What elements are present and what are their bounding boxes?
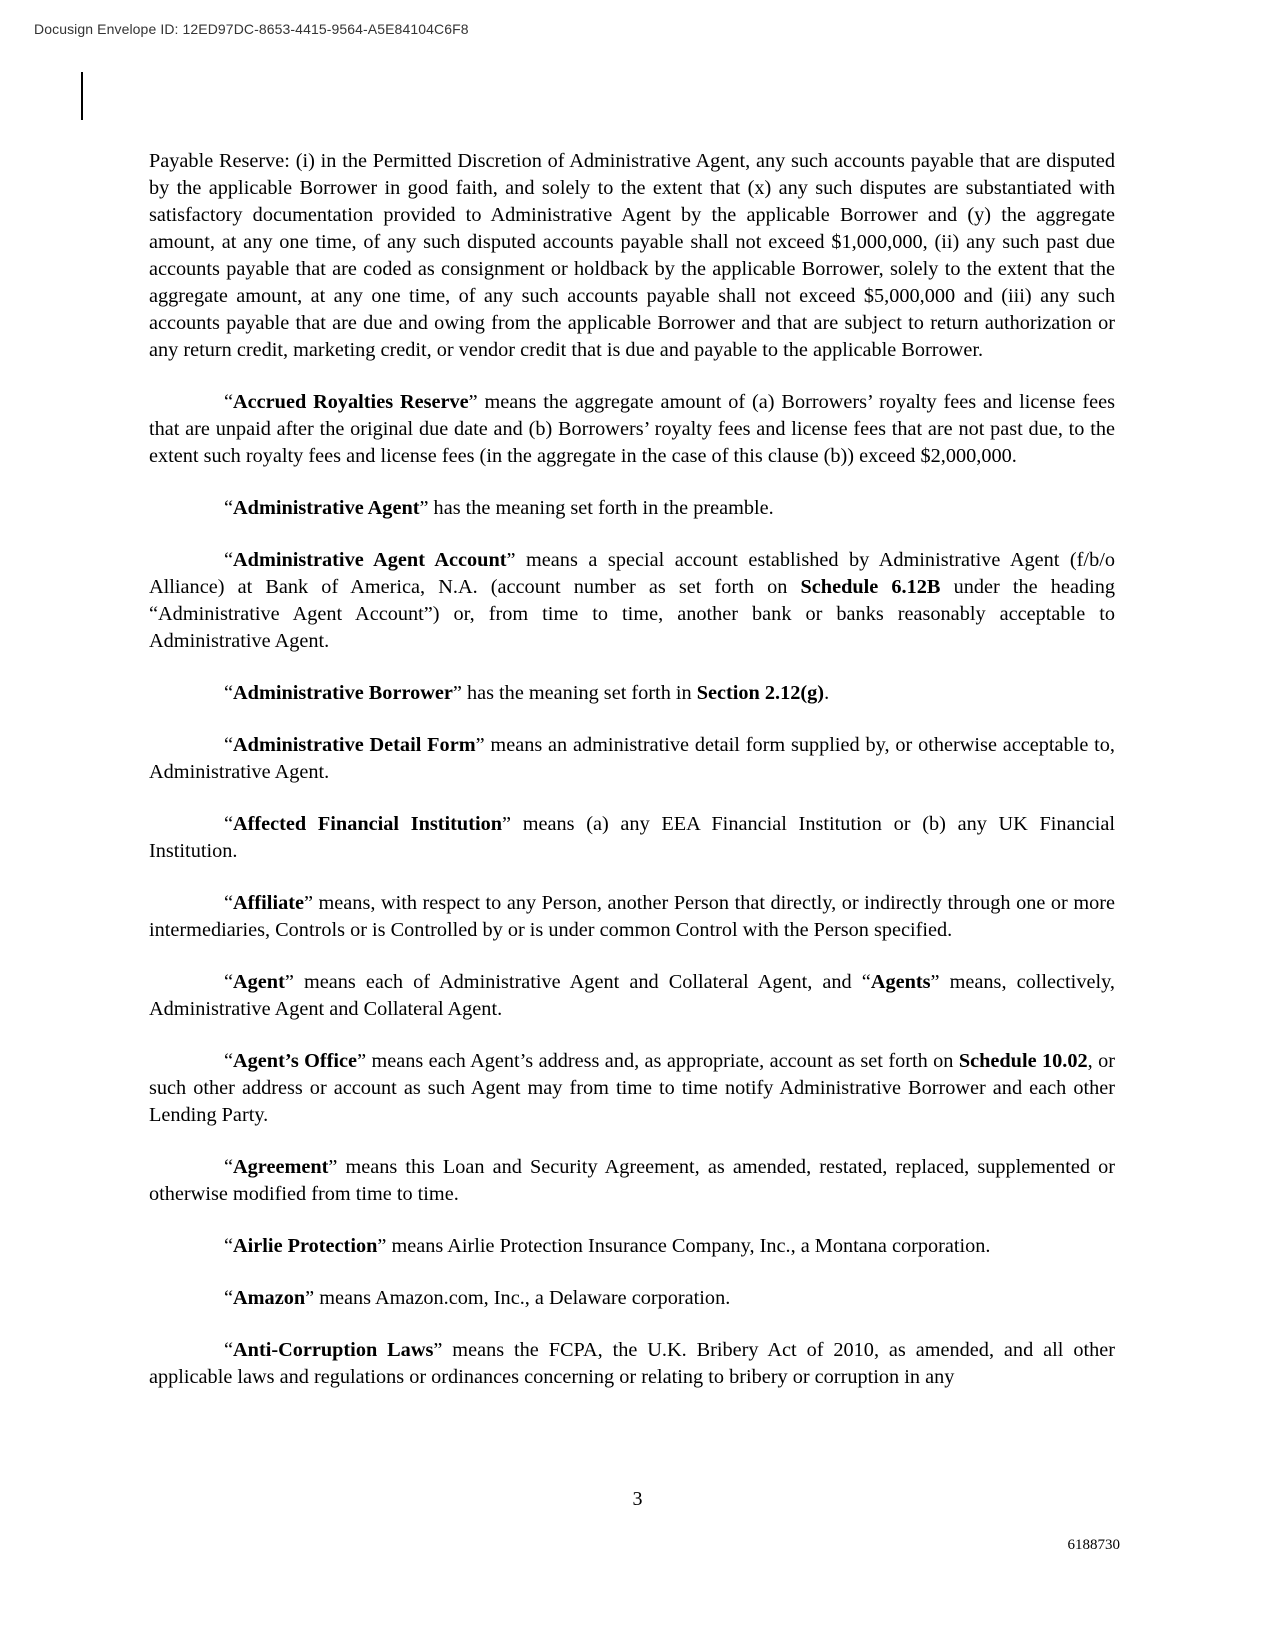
definition-text: ” means the FCPA, the U.K. Bribery Act of 2010, as amended, and all other applicable laws and regulations or ordinances concerning or relating to bribery or corruption in any [149,1339,1115,1388]
definition-agent [149,969,1115,1023]
page-number: 3 [632,1488,643,1510]
open-quote: “ [224,1287,234,1309]
definition-text: ” means, with respect to any Person, another Person that directly, or indirectly through one or more intermediaries, Controls or is Controlled by or is under common Control with the Person specified. [149,892,1115,941]
definition-administrative-detail-form [149,732,1115,786]
open-quote: “ [224,1235,234,1257]
definition-administrative-borrower [149,680,1115,707]
document-number: 6188730 [1067,1537,1120,1553]
defined-term: Amazon [233,1287,306,1309]
envelope-id-header: Docusign Envelope ID: 12ED97DC-8653-4415-9564-A5E84104C6F8 [34,21,469,37]
open-quote: “ [224,734,234,756]
open-quote: “ [224,1050,234,1072]
open-quote: “ [224,1156,234,1178]
open-quote: “ [224,813,234,835]
open-quote: “ [224,682,234,704]
revision-change-bar [81,72,83,120]
open-quote: “ [224,1339,234,1361]
definition-text: ” means the aggregate amount of (a) Borrowers’ royalty fees and license fees that are unpaid after the original due date and (b) Borrowers’ royalty fees and license fees that are not past due, to the extent such royalty fees and license fees (in the aggregate in the case of this clause (b)) exceed $2,000,000. [149,391,1115,467]
definition-affiliate [149,890,1115,944]
definition-text: ” means an administrative detail form supplied by, or otherwise acceptable to, Administrative Agent. [149,734,1115,783]
defined-term: Administrative Borrower [233,682,453,704]
defined-term: Administrative Detail Form [233,734,476,756]
open-quote: “ [224,549,234,571]
open-quote: “ [224,391,234,413]
definition-affected-financial-institution [149,811,1115,865]
open-quote: “ [224,497,234,519]
definition-text: ” means each of Administrative Agent and Collateral Agent, and “ [284,971,871,993]
defined-term: Accrued Royalties Reserve [233,391,469,413]
paragraph-payable-reserve-continuation [149,148,1115,364]
definition-text: ” means (a) any EEA Financial Institution or (b) any UK Financial Institution. [149,813,1115,862]
definition-administrative-agent-account [149,547,1115,655]
schedule-reference: Schedule 10.02 [958,1050,1088,1072]
definition-text: under the heading “Administrative Agent Account”) or, from time to time, another bank or banks reasonably acceptable to Administrative Agent. [149,576,1115,652]
definition-anti-corruption-laws [149,1337,1115,1391]
defined-term: Affected Financial Institution [233,813,503,835]
definition-agents-office [149,1048,1115,1129]
defined-term: Agreement [233,1156,329,1178]
defined-term: Administrative Agent [233,497,420,519]
defined-term: Airlie Protection [233,1235,378,1257]
defined-term: Agents [870,971,931,993]
definition-amazon [149,1285,1115,1312]
definition-text: ” means each Agent’s address and, as appropriate, account as set forth on [357,1050,959,1072]
definition-accrued-royalties-reserve [149,389,1115,470]
defined-term: Affiliate [233,892,304,914]
schedule-reference: Schedule 6.12B [800,576,941,598]
defined-term: Anti-Corruption Laws [233,1339,434,1361]
section-reference: Section 2.12(g) [696,682,825,704]
definition-text: ” means Amazon.com, Inc., a Delaware corporation. [305,1287,731,1309]
defined-term: Agent [233,971,285,993]
definition-airlie-protection [149,1233,1115,1260]
definition-text: ” means this Loan and Security Agreement, as amended, restated, replaced, supplemented or otherwise modified from time to time. [149,1156,1115,1205]
open-quote: “ [224,892,234,914]
definition-text: ” means Airlie Protection Insurance Company, Inc., a Montana corporation. [377,1235,991,1257]
document-body [149,148,1115,1416]
definition-administrative-agent [149,495,1115,522]
definition-agreement [149,1154,1115,1208]
paragraph-text: Payable Reserve: (i) in the Permitted Discretion of Administrative Agent, any such accounts payable that are disputed by the applicable Borrower in good faith, and solely to the extent that (x) any such disputes are substantiated with satisfactory documentation provided to Administrative Agent by the applicable Borrower and (y) the aggregate amount, at any one time, of any such disputed accounts payable shall not exceed $1,000,000, (ii) any such past due accounts payable that are coded as consignment or holdback by the applicable Borrower, solely to the extent that the aggregate amount, at any one time, of any such accounts payable shall not exceed $5,000,000 and (iii) any such accounts payable that are due and owing from the applicable Borrower and that are subject to return authorization or any return credit, marketing credit, or vendor credit that is due and payable to the applicable Borrower. [149,150,1115,361]
defined-term: Agent’s Office [233,1050,358,1072]
definition-text: ” means, collectively, Administrative Agent and Collateral Agent. [149,971,1115,1020]
open-quote: “ [224,971,234,993]
definition-text: ” has the meaning set forth in [452,682,697,704]
definition-text: ” means a special account established by Administrative Agent (f/b/o Alliance) at Bank of America, N.A. (account number as set forth on [149,549,1115,598]
definition-text: ” has the meaning set forth in the preamble. [419,497,774,519]
definition-text: , or such other address or account as such Agent may from time to time notify Administrative Borrower and each other Lending Party. [149,1050,1115,1126]
defined-term: Administrative Agent Account [233,549,507,571]
definition-text: . [824,682,830,704]
